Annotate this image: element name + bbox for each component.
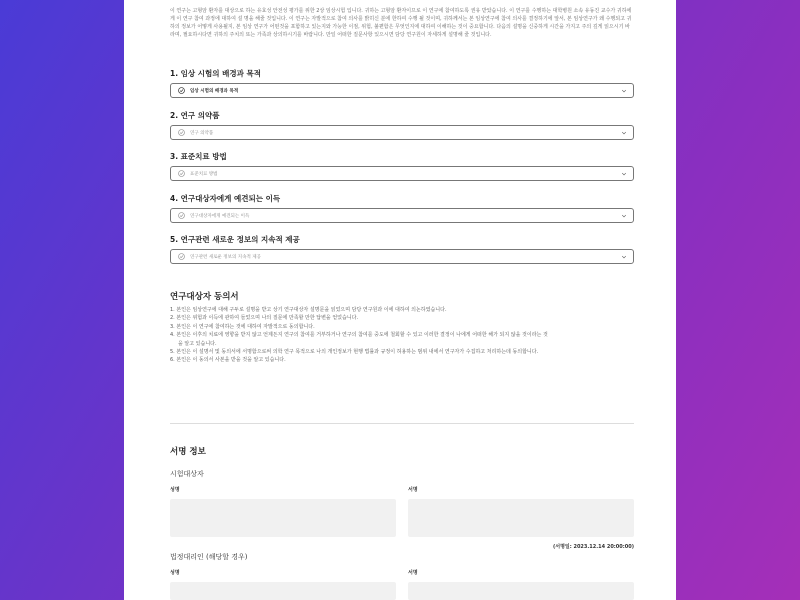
chevron-down-icon [621, 88, 627, 94]
consent-list [170, 306, 550, 365]
signature-title: 서명 정보 [170, 447, 206, 457]
intro-paragraph: 이 연구는 고형암 환자를 대상으로 하는 유효성 안전성 평가를 위한 2상 임상시험 입니다. 귀하는 고형암 환자이므로 이 연구에 참여하도록 권유 받았습니다. 이 연구를 수행하는 대학병원 소속 유동진 교수가 귀하에게 이 연구 참여 과정에 대하여 설 명을 해줄 것입니다. 이 연구는 자발적으로 참여 의사를 밝히신 분에 한하여 수행 될 것이며, 귀하께서는 본 임상연구에 참여 의사를 결정하기에 앞서, 본 임상연구가 왜 수행되고 귀하의 정보가 어떻게 사용될지, 본 임상 연구가 어떤것을 포함하고 있는지와 가능한 이점, 위험, 불편함은 무엇인지에 대하여 이해하는 것이 중요합니다. 다음의 설명을 신중하게 시간을 가지고 주의 깊게 읽으시기 바라며, 필요하시다면 귀하의 주치의 또는 가족과 상의하시기를 바랍니다. 만일 어떠한 질문사항 있으시면 담당 연구원이 자세하게 설명해 줄 것입니다. [170, 8, 632, 38]
section-dropdown-background-purpose[interactable] [170, 83, 634, 98]
section-standard-treatment [170, 152, 634, 181]
dropdown-selected-value: 임상 시험의 배경과 목적 [190, 88, 239, 94]
chevron-down-icon [621, 254, 627, 260]
subject-sign-label: 서명 [408, 487, 418, 493]
guardian-name-label: 성명 [170, 570, 180, 576]
dropdown-selected-value: 연구관련 새로운 정보의 지속적 제공 [190, 254, 261, 260]
check-circle-icon [178, 253, 185, 260]
section-divider [170, 423, 634, 424]
check-circle-icon [178, 170, 185, 177]
subject-signature-pad[interactable] [408, 499, 634, 537]
chevron-down-icon [621, 213, 627, 219]
guardian-title: 법정대리인 (해당할 경우) [170, 553, 248, 561]
section-dropdown-new-information[interactable] [170, 249, 634, 264]
consent-item: 3. 본인은 이 연구에 참여하는 것에 대하여 자발적으로 동의합니다. [170, 323, 315, 330]
section-expected-benefits [170, 194, 634, 223]
section-title: 4. 연구대상자에게 예견되는 이득 [170, 194, 281, 203]
guardian-signature-pad[interactable] [408, 582, 634, 600]
guardian-sign-label: 서명 [408, 570, 418, 576]
section-dropdown-expected-benefits[interactable] [170, 208, 634, 223]
subject-name-label: 성명 [170, 487, 180, 493]
check-circle-icon [178, 129, 185, 136]
consent-item: 1. 본인은 임상연구에 대해 구두로 설명을 받고 상기 연구대상자 설명문을 읽었으며 담당 연구원과 이에 대하여 의논하였습니다. [170, 307, 447, 313]
section-background-purpose [170, 69, 634, 98]
dropdown-selected-value: 연구 의약품 [190, 130, 214, 136]
section-new-information [170, 235, 634, 264]
section-title: 2. 연구 의약품 [170, 111, 220, 120]
section-dropdown-study-drug[interactable] [170, 125, 634, 140]
check-circle-icon [178, 212, 185, 219]
consent-item: 5. 본인은 이 설명서 및 동의서에 서명함으로써 의학 연구 목적으로 나의 개인정보가 현행 법률과 규정이 허용하는 범위 내에서 연구자가 수집하고 처리하는데 동의합니다. [170, 349, 539, 356]
dropdown-selected-value: 연구대상자에게 예견되는 이득 [190, 213, 250, 219]
guardian-name-field[interactable] [170, 582, 396, 600]
chevron-down-icon [621, 130, 627, 136]
consent-item: 4. 본인은 이후의 치료에 영향을 받지 않고 언제든지 연구의 참여를 거부하거나 연구의 참여를 중도에 철회할 수 있고 이러한 결정이 나에게 어떠한 해가 되지 않을 것이라는 것을 알고 있습니다. [170, 332, 548, 347]
subject-title: 시험대상자 [170, 470, 204, 478]
section-title: 5. 연구관련 새로운 정보의 지속적 제공 [170, 235, 300, 244]
section-title: 3. 표준치료 방법 [170, 152, 227, 161]
consent-title: 연구대상자 동의서 [170, 292, 239, 302]
consent-item: 2. 본인은 위험과 이득에 관하여 들었으며 나의 질문에 만족할 만한 답변을 얻었습니다. [170, 315, 359, 322]
dropdown-selected-value: 표준치료 방법 [190, 171, 218, 177]
check-circle-icon [178, 87, 185, 94]
signed-date: (서명일: 2023.12.14 20:00:00) [552, 544, 634, 550]
section-study-drug [170, 111, 634, 140]
consent-item: 6. 본인은 이 동의서 사본을 받을 것을 알고 있습니다. [170, 357, 286, 364]
section-dropdown-standard-treatment[interactable] [170, 166, 634, 181]
chevron-down-icon [621, 171, 627, 177]
subject-name-field[interactable] [170, 499, 396, 537]
section-title: 1. 임상 시험의 배경과 목적 [170, 69, 261, 78]
consent-form-page [124, 0, 676, 600]
